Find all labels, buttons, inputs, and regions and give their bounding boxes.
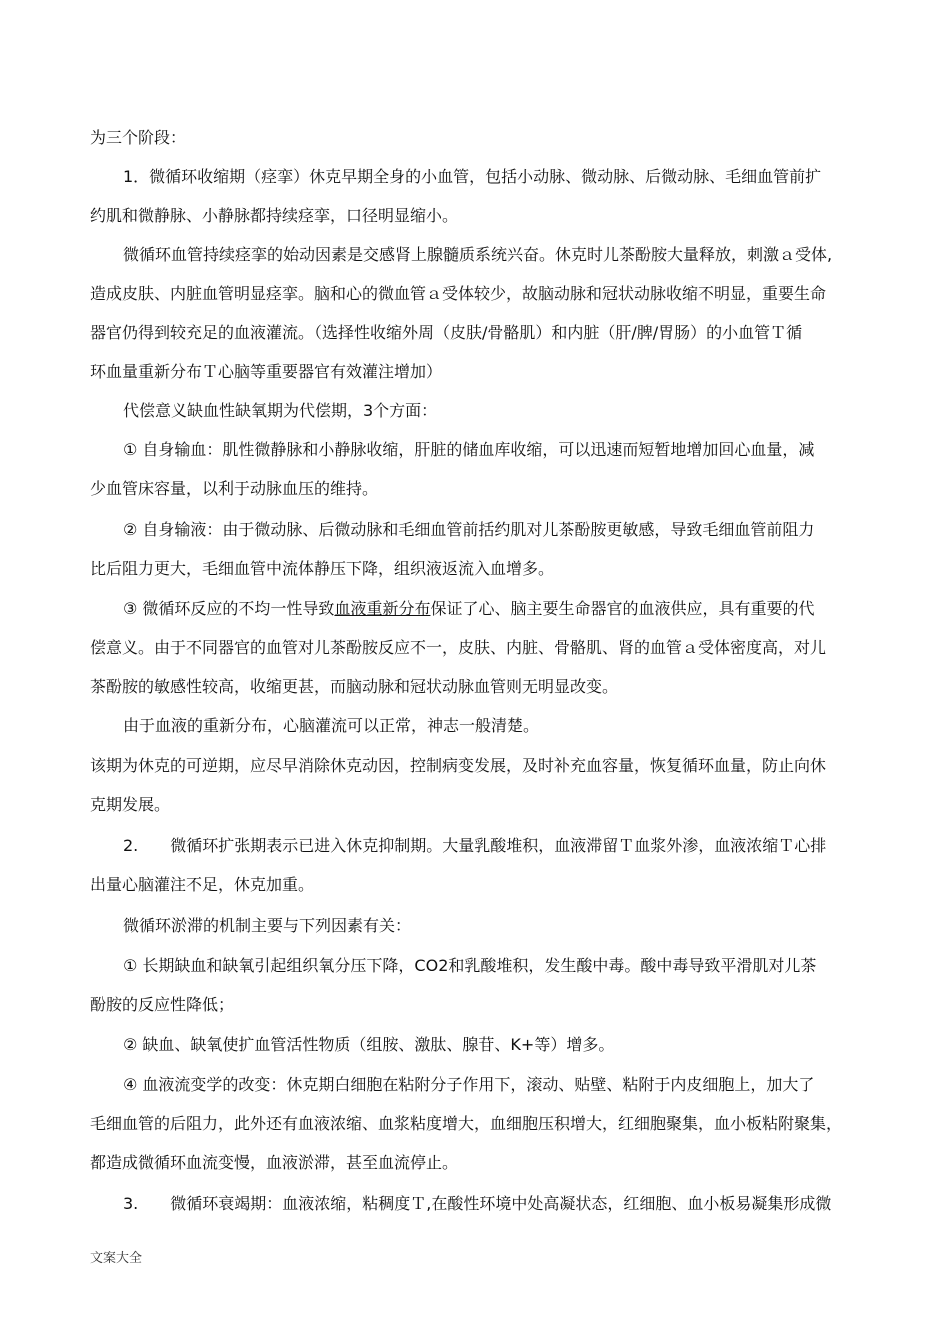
text-line: 偿意义。由于不同器官的血管对儿茶酚胺反应不一，皮肤、内脏、骨骼肌、肾的血管ａ受体密度高，对儿 [90, 638, 827, 657]
text-line: 环血量重新分布Ｔ心脑等重要器官有效灌注增加） [90, 362, 443, 381]
text-line: 3. 微循环衰竭期：血液浓缩，粘稠度Ｔ,在酸性环境中处高凝状态，红细胞、血小板易凝集形成微 [123, 1194, 832, 1213]
text-line: 克期发展。 [90, 795, 171, 814]
underlined-term: 血液重新分布 [334, 599, 431, 618]
text-line: 器官仍得到较充足的血液灌流。（选择性收缩外周（皮肤/骨骼肌）和内脏（肝/脾/胃肠）的小血管Ｔ循 [90, 323, 803, 342]
text-line: 约肌和微静脉、小静脉都持续痉挛，口径明显缩小。 [90, 206, 459, 225]
text-line: ② 缺血、缺氧使扩血管活性物质（组胺、激肽、腺苷、K+等）增多。 [123, 1035, 615, 1054]
text-line: ① 自身输血：肌性微静脉和小静脉收缩，肝脏的储血库收缩，可以迅速而短暂地增加回心血量，减 [123, 440, 815, 459]
text-line: 毛细血管的后阻力，此外还有血液浓缩、血浆粘度增大，血细胞压积增大，红细胞聚集，血小板粘附聚集， [90, 1114, 843, 1133]
text-line: 微循环淤滞的机制主要与下列因素有关： [123, 916, 412, 935]
text-line: 少血管床容量，以利于动脉血压的维持。 [90, 479, 379, 498]
text-line: 茶酚胺的敏感性较高，收缩更甚，而脑动脉和冠状动脉血管则无明显改变。 [90, 677, 619, 696]
text-segment: 保证了心、脑主要生命器官的血液供应，具有重要的代 [430, 599, 815, 618]
text-line: 该期为休克的可逆期，应尽早消除休克动因，控制病变发展，及时补充血容量，恢复循环血量，防止向休 [90, 756, 827, 775]
text-line: ④ 血液流变学的改变：休克期白细胞在粘附分子作用下，滚动、贴壁、粘附于内皮细胞上，加大了 [123, 1075, 815, 1094]
text-line: 代偿意义缺血性缺氧期为代偿期，3个方面： [123, 401, 438, 420]
text-line: 酚胺的反应性降低； [90, 995, 235, 1014]
text-line: 微循环血管持续痉挛的始动因素是交感肾上腺髓质系统兴奋。休克时儿茶酚胺大量释放，刺激ａ受体, [123, 245, 833, 264]
text-line: 2. 微循环扩张期表示已进入休克抑制期。大量乳酸堆积，血液滞留Ｔ血浆外渗，血液浓缩Ｔ心排 [123, 836, 827, 855]
text-line: 比后阻力更大，毛细血管中流体静压下降，组织液返流入血增多。 [90, 559, 555, 578]
text-line: ① 长期缺血和缺氧引起组织氧分压下降，CO2和乳酸堆积，发生酸中毒。酸中毒导致平滑肌对儿茶 [123, 956, 817, 975]
text-line: 为三个阶段： [90, 128, 187, 147]
page-footer: 文案大全 [90, 1251, 143, 1266]
text-line: 由于血液的重新分布，心脑灌流可以正常，神志一般清楚。 [123, 716, 540, 735]
text-line: ② 自身输液：由于微动脉、后微动脉和毛细血管前括约肌对儿茶酚胺更敏感，导致毛细血管前阻力 [123, 520, 815, 539]
text-line: 出量心脑灌注不足，休克加重。 [90, 875, 315, 894]
text-line: 造成皮肤、内脏血管明显痉挛。脑和心的微血管ａ受体较少，故脑动脉和冠状动脉收缩不明显，重要生命 [90, 284, 827, 303]
text-line [123, 599, 814, 619]
text-segment: ③ 微循环反应的不均一性导致 [123, 599, 335, 618]
text-line: 1．微循环收缩期（痉挛）休克早期全身的小血管，包括小动脉、微动脉、后微动脉、毛细血管前扩 [123, 167, 822, 186]
text-line: 都造成微循环血流变慢，血液淤滞，甚至血流停止。 [90, 1153, 459, 1172]
